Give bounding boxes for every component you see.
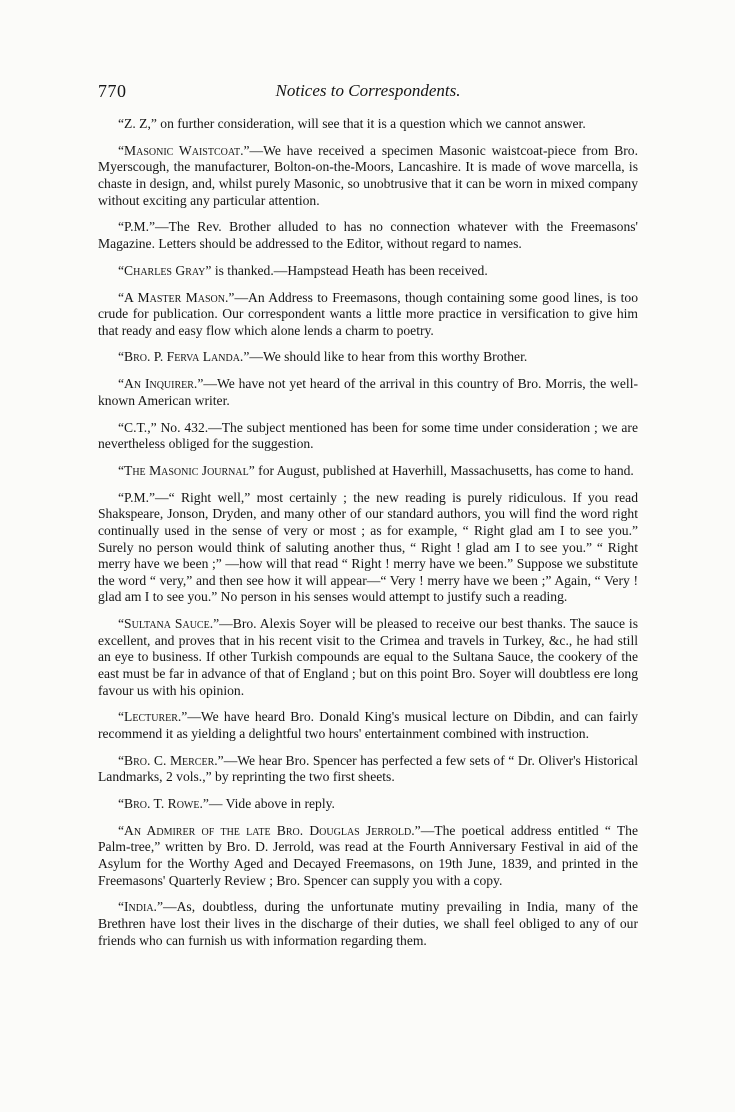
notice-label: “An Inquirer.”	[118, 376, 204, 392]
notice-text: —“ Right well,” most certainly ; the new reading is purely ridiculous. If you read Shakspeare, Jonson, Dryden, and many other of our standard authors, you will find the word right continually used in the sense of very or most ; as for example, “ Right glad am I to see you.” Surely no person would think of saluting another thus, “ Right ! glad am I to see you.” “ Right merry have we been ;” —how will that read “ Right ! merry have we been.” Suppose we substitute the word “ very,” and then see how it will appear—“ Very ! merry have we been ;” Again, “ Very ! glad am I to see you.” No person in his senses would attempt to justify such a reading.	[98, 489, 638, 605]
notice-text: —We hear Bro. Spencer has perfected a few sets of “ Dr. Oliver's Historical Landmarks, 2 vols.,” by reprinting the two first sheets.	[98, 752, 638, 785]
notice-text: —We should like to hear from this worthy Brother.	[249, 349, 528, 365]
notice-label: “Z. Z,”	[118, 116, 157, 131]
notice-label: “P.M.”	[118, 219, 156, 235]
notices-list	[98, 116, 638, 959]
notice-masonic-waistcoat	[98, 143, 638, 209]
notice-label: “A Master Mason.”	[118, 289, 235, 305]
notice-text: No. 432.—The subject mentioned has been for some time under consideration ; we are nevertheless obliged for the suggestion.	[98, 419, 638, 452]
notice-inquirer	[98, 376, 638, 409]
notice-t-rowe	[98, 796, 638, 813]
notice-master-mason	[98, 290, 638, 340]
notice-label: “Charles Gray”	[118, 262, 212, 278]
notice-label: “An Admirer of the late Bro. Douglas Jerrold.”	[118, 822, 421, 838]
notice-text: —We have received a specimen Masonic waistcoat-piece from Bro. Myerscough, the manufacturer, Bolton-on-the-Moors, Lancashire. It is made of wove marcella, is chaste in design, and, whilst purely Masonic, so unobtrusive that it can be worn in mixed company without exciting any particular attention.	[98, 142, 638, 208]
notice-label: “Sultana Sauce.”	[118, 616, 220, 632]
notice-label: “The Masonic Journal”	[118, 463, 255, 478]
notice-pm-1	[98, 219, 638, 252]
page-number: 770	[98, 81, 127, 101]
notice-text: is thanked.—Hampstead Heath has been received.	[211, 262, 488, 278]
notice-text: — Vide above in reply.	[208, 796, 335, 812]
notice-ct	[98, 420, 638, 453]
notice-masonic-journal	[98, 463, 638, 480]
notice-label: “Lecturer.”	[118, 709, 188, 725]
notice-text: —Bro. Alexis Soyer will be pleased to receive our best thanks. The sauce is excellent, and proves that in his recent visit to the Crimea and travels in Turkey, &c., he had still an eye to business. If other Turkish compounds are equal to the Sultana Sauce, the cookery of the east must be far in advance of that of England ; but on this point Bro. Soyer will doubtless ere long favour us with his opinion.	[98, 616, 638, 698]
notice-label: “P.M.”	[118, 489, 156, 505]
notice-text: —The poetical address entitled “ The Palm-tree,” written by Bro. D. Jerrold, was read at the Fourth Anniversary Festival in aid of the Asylum for the Worthy Aged and Decayed Freemasons, on 19th June, 1839, and printed in the Freemasons' Quarterly Review ; Bro. Spencer can supply you with a copy.	[98, 822, 638, 888]
notice-sultana-sauce	[98, 616, 638, 699]
notice-text: —The Rev. Brother alluded to has no connection whatever with the Freemasons' Magazine. Letters should be addressed to the Editor, without regard to names.	[98, 219, 638, 251]
notice-label: “Masonic Waistcoat.”	[118, 142, 250, 158]
notice-text: on further consideration, will see that it is a question which we cannot answer.	[156, 116, 586, 131]
notice-label: “Bro. P. Ferva Landa.”	[118, 349, 250, 365]
notice-jerrold-admirer	[98, 823, 638, 889]
notice-lecturer	[98, 709, 638, 742]
notice-text: —As, doubtless, during the unfortunate mutiny prevailing in India, many of the Brethren have lost their lives in the discharge of their duties, we shall feel obliged to any of our friends who can furnish us with information regarding them.	[98, 899, 638, 948]
notice-c-mercer	[98, 753, 638, 786]
notice-label: “Bro. C. Mercer.”	[118, 752, 224, 768]
notice-india	[98, 899, 638, 949]
notice-z-z	[98, 116, 638, 133]
notice-text: —We have not yet heard of the arrival in this country of Bro. Morris, the well-known American writer.	[98, 376, 638, 408]
notice-label: “India.”	[118, 899, 163, 915]
notice-charles-gray	[98, 263, 638, 280]
notice-label: “C.T.,”	[118, 419, 157, 435]
running-title: Notices to Correspondents.	[275, 81, 461, 100]
notice-text: —We have heard Bro. Donald King's musical lecture on Dibdin, and can fairly recommend it as yielding a delightful two hours' entertainment combined with instruction.	[98, 709, 638, 741]
notice-ferva-landa	[98, 349, 638, 366]
notice-pm-2	[98, 490, 638, 606]
page-header	[98, 81, 638, 105]
notice-label: “Bro. T. Rowe.”	[118, 796, 209, 812]
notice-text: —An Address to Freemasons, though containing some good lines, is too crude for publication. Our correspondent wants a little more practice in versification to give him that ready and easy flow which alone lends a charm to poetry.	[98, 289, 639, 338]
notice-text: for August, published at Haverhill, Massachusetts, has come to hand.	[254, 463, 634, 478]
